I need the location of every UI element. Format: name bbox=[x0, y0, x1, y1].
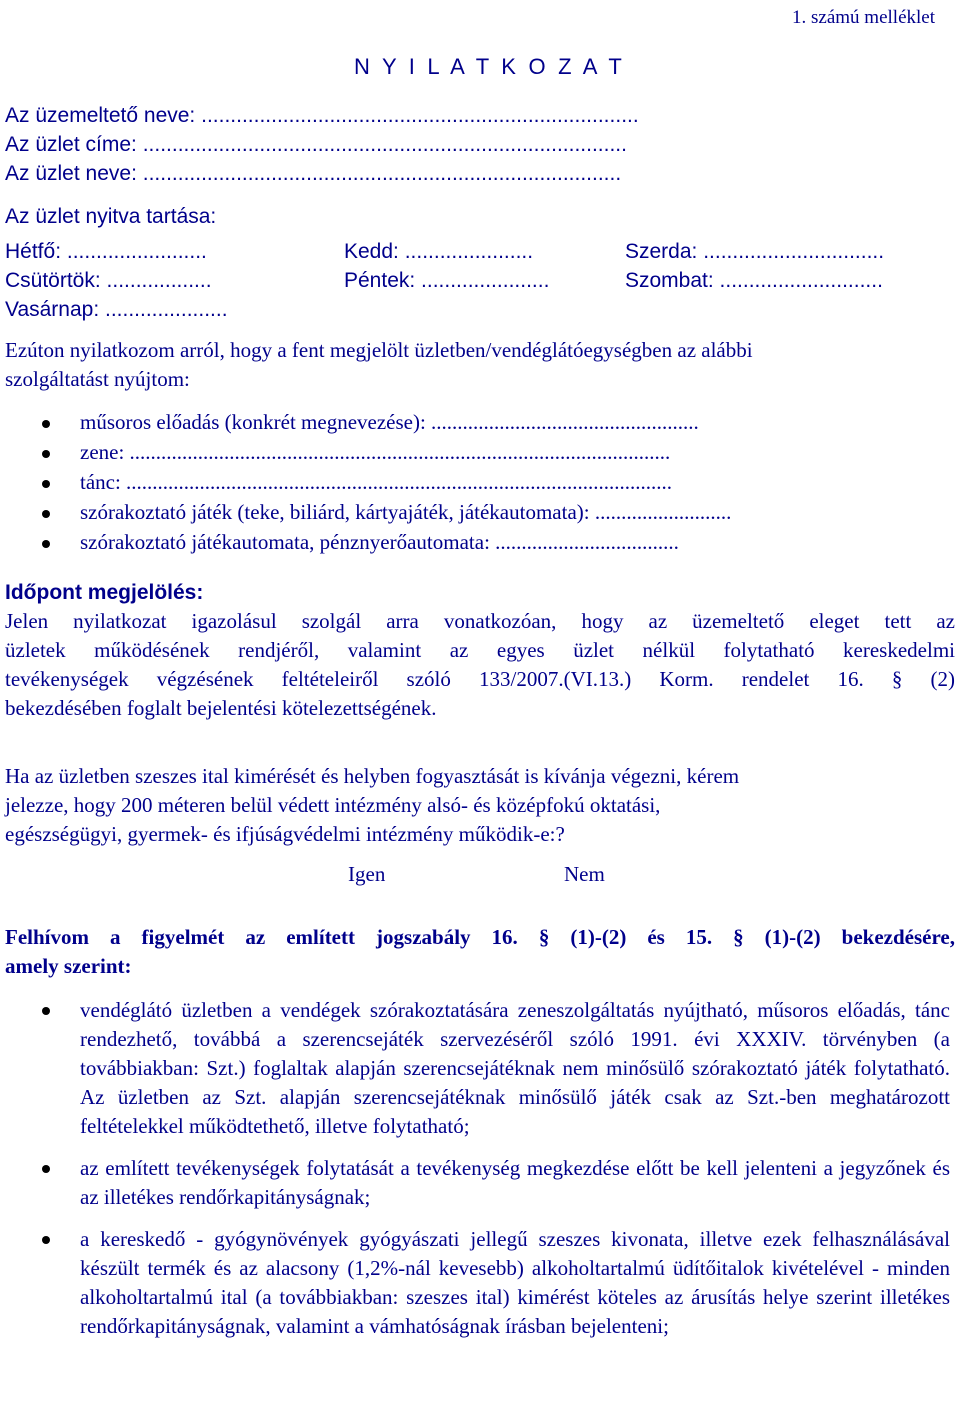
rules-list bbox=[5, 996, 950, 1354]
opening-hours-label: Az üzlet nyitva tartása: bbox=[5, 205, 217, 228]
alcohol-question-line-1: Ha az üzletben szeszes ital kimérését és helyben fogyasztását is kívánja végezni, kérem bbox=[5, 764, 740, 788]
hours-wednesday-field[interactable]: Szerda: ............................... bbox=[625, 240, 885, 263]
shop-name-field[interactable]: Az üzlet neve: .................................................................................. bbox=[5, 162, 622, 185]
document-title: N Y I L A T K O Z A T bbox=[354, 54, 626, 79]
attention-line-1: Felhívom a figyelmét az említett jogszabály 16. § (1)-(2) és 15. § (1)-(2) bekezdésére, bbox=[5, 925, 955, 949]
alcohol-question-line-2: jelezze, hogy 200 méteren belül védett intézmény alsó- és középfokú oktatási, bbox=[5, 793, 661, 817]
service-games-item[interactable]: szórakoztató játék (teke, biliárd, kártyajáték, játékautomata): .......................... bbox=[5, 498, 950, 528]
intro-text-line-2: szolgáltatást nyújtom: bbox=[5, 367, 190, 391]
hours-friday-field[interactable]: Péntek: ...................... bbox=[344, 269, 550, 292]
statement-line-4: bekezdésében foglalt bejelentési kötelezettségének. bbox=[5, 696, 437, 720]
rule-item: vendéglátó üzletben a vendégek szórakoztatására zeneszolgáltatás nyújtható, műsoros előadás, tánc rendezhető, továbbá a szerencsejáték szervezéséről szóló 1991. évi XXXIV. törvényben (a továbbiakban: Szt.) foglaltak alapján szerencsejátéknak nem minősülő szórakoztató játék folytatható. Az üzletben az Szt. alapján szerencsejátéknak minősülő játék csak az Szt.-ben meghatározott feltételekkel működtethető, illetve folytatható; bbox=[5, 996, 950, 1141]
statement-line-1: Jelen nyilatkozat igazolásul szolgál arra vonatkozóan, hogy az üzemeltető eleget tett az bbox=[5, 609, 955, 633]
hours-monday-field[interactable]: Hétfő: ........................ bbox=[5, 240, 207, 263]
time-heading: Időpont megjelölés: bbox=[5, 581, 204, 604]
service-list bbox=[5, 408, 950, 558]
statement-paragraph bbox=[5, 607, 955, 723]
rule-item: az említett tevékenységek folytatását a tevékenység megkezdése előtt be kell jelenteni a jegyzőnek és az illetékes rendőrkapitányságnak; bbox=[5, 1154, 950, 1212]
service-performance-item[interactable]: műsoros előadás (konkrét megnevezése): ................................................... bbox=[5, 408, 950, 438]
statement-line-3: tevékenységek végzésének feltételeiről szóló 133/2007.(VI.13.) Korm. rendelet 16. § (2) bbox=[5, 667, 955, 691]
alcohol-question-line-3: egészségügyi, gyermek- és ifjúságvédelmi intézmény működik-e:? bbox=[5, 822, 565, 846]
service-gaming-machines-item[interactable]: szórakoztató játékautomata, pénznyerőautomata: ................................... bbox=[5, 528, 950, 558]
service-music-item[interactable]: zene: ....................................................................................................... bbox=[5, 438, 950, 468]
service-dance-item[interactable]: tánc: ........................................................................................................ bbox=[5, 468, 950, 498]
hours-sunday-field[interactable]: Vasárnap: ..................... bbox=[5, 298, 228, 321]
hours-thursday-field[interactable]: Csütörtök: .................. bbox=[5, 269, 212, 292]
answer-yes-option[interactable]: Igen bbox=[348, 862, 386, 886]
operator-name-field[interactable]: Az üzemeltető neve: ........................................................................... bbox=[5, 104, 639, 127]
shop-address-field[interactable]: Az üzlet címe: ................................................................................... bbox=[5, 133, 627, 156]
attention-paragraph bbox=[5, 923, 955, 981]
annex-label: 1. számú melléklet bbox=[792, 7, 935, 28]
rule-item: a kereskedő - gyógynövények gyógyászati jellegű szeszes kivonata, illetve ezek felhasználásával készült termék és az alacsony (1,2%-nál kevesebb) alkoholtartalmú üdítőitalok kivételével - minden alkoholtartalmú ital (a továbbiakban: szeszes ital) kimérést köteles az árusítás helye szerint illetékes rendőrkapitányságnak, valamint a vámhatóságnak írásban bejelenteni; bbox=[5, 1225, 950, 1341]
hours-saturday-field[interactable]: Szombat: ............................ bbox=[625, 269, 883, 292]
hours-tuesday-field[interactable]: Kedd: ...................... bbox=[344, 240, 534, 263]
attention-line-2: amely szerint: bbox=[5, 954, 132, 978]
statement-line-2: üzletek működésének rendjéről, valamint az egyes üzlet nélkül folytatható kereskedelmi bbox=[5, 638, 955, 662]
intro-text-line-1: Ezúton nyilatkozom arról, hogy a fent megjelölt üzletben/vendéglátóegységben az alábbi bbox=[5, 338, 753, 362]
answer-no-option[interactable]: Nem bbox=[564, 862, 605, 886]
